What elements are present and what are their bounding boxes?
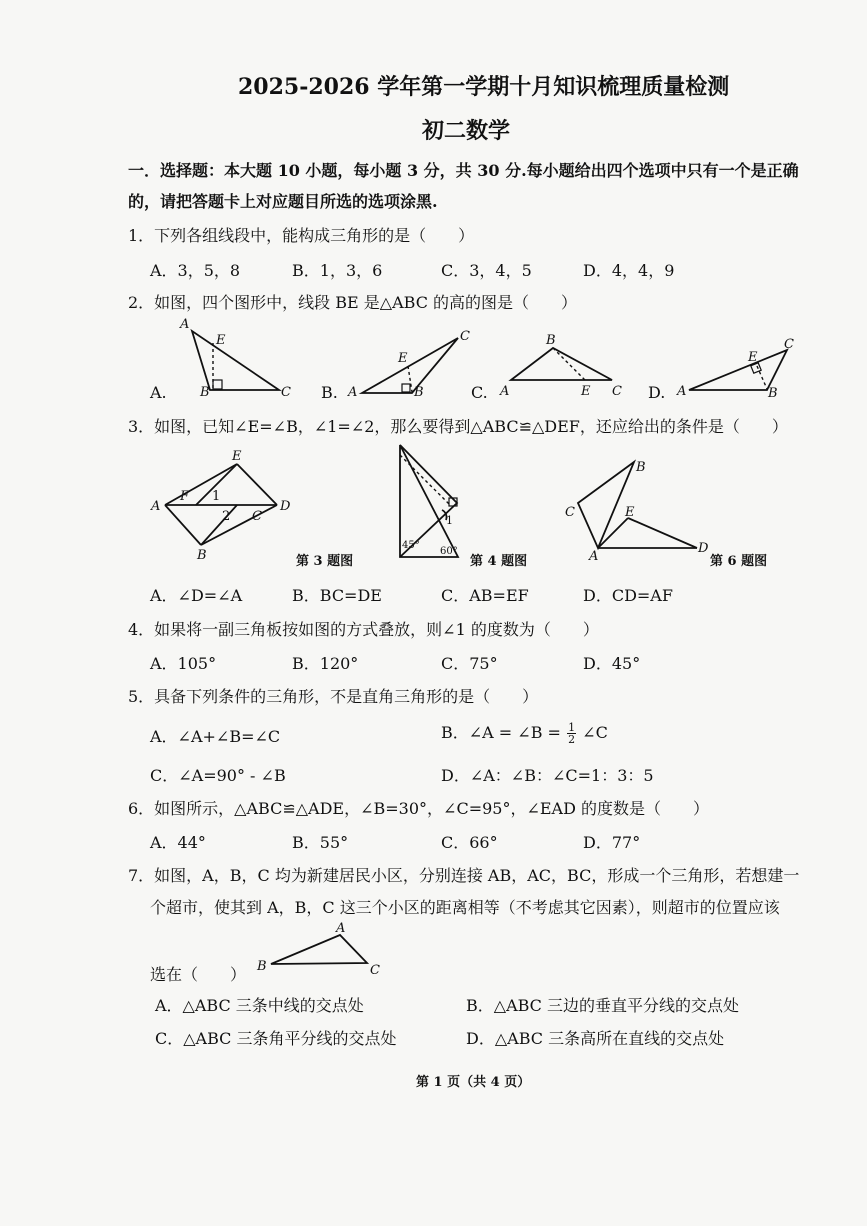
q6-option-c[interactable]: C．66° <box>441 833 498 852</box>
figure-3-caption: 第 3 题图 <box>296 554 354 569</box>
q5-option-d[interactable]: D．∠A：∠B：∠C=1：3：5 <box>441 766 654 785</box>
q2-option-a[interactable]: A. <box>150 383 167 402</box>
fig6-label-e: E <box>625 505 635 520</box>
fig3-label-e: E <box>232 449 242 464</box>
q4-option-a[interactable]: A．105° <box>150 654 217 673</box>
q2b-label-c: C <box>460 329 470 344</box>
q6-option-d[interactable]: D．77° <box>583 833 641 852</box>
page-footer: 第 1 页（共 4 页） <box>416 1075 531 1090</box>
fig3-label-f: F <box>180 489 190 504</box>
q2c-label-c: C <box>612 384 622 399</box>
fig6-label-d: D <box>698 541 709 556</box>
q5-option-b-suffix: ∠C <box>582 723 608 742</box>
q5-option-a[interactable]: A．∠A+∠B=∠C <box>150 727 281 746</box>
q7-label-b: B <box>257 959 267 974</box>
q3-option-a[interactable]: A．∠D=∠A <box>150 586 243 605</box>
q3-stem: 3．如图，已知∠E=∠B，∠1=∠2，那么要得到△ABC≌△DEF，还应给出的条件是（ ） <box>128 417 788 436</box>
fig4-label-60: 60° <box>440 546 458 557</box>
q2-option-c[interactable]: C. <box>471 383 488 402</box>
q6-option-a[interactable]: A．44° <box>150 833 206 852</box>
q2c-label-e: E <box>581 384 591 399</box>
q7-option-d[interactable]: D．△ABC 三条高所在直线的交点处 <box>466 1029 725 1048</box>
fig3-label-2: 2 <box>222 509 231 524</box>
q2b-label-b: B <box>414 385 424 400</box>
q5-stem: 5．具备下列条件的三角形，不是直角三角形的是（ ） <box>128 687 539 706</box>
q3-option-c[interactable]: C．AB=EF <box>441 586 529 605</box>
fig3-label-c: C <box>252 509 262 524</box>
q4-stem: 4．如果将一副三角板按如图的方式叠放，则∠1 的度数为（ ） <box>128 620 599 639</box>
q1-option-c[interactable]: C．3，4，5 <box>441 261 532 280</box>
fraction-numerator: 1 <box>568 721 576 734</box>
fig3-label-b: B <box>197 548 207 563</box>
q6-option-b[interactable]: B．55° <box>292 833 349 852</box>
q3-option-d[interactable]: D．CD=AF <box>583 586 673 605</box>
q1-option-d[interactable]: D．4，4，9 <box>583 261 675 280</box>
fig4-label-45: 45° <box>402 540 420 551</box>
exam-title: 2025-2026 学年第一学期十月知识梳理质量检测 <box>238 74 730 100</box>
fig4-label-1: 1 <box>446 514 453 527</box>
fig6-label-a: A <box>589 549 599 564</box>
fig3-label-1: 1 <box>212 489 221 504</box>
q1-option-a[interactable]: A．3，5，8 <box>150 261 241 280</box>
q2d-label-b: B <box>768 386 778 401</box>
fig6-label-c: C <box>565 505 575 520</box>
q2c-label-b: B <box>546 333 556 348</box>
q6-stem: 6．如图所示，△ABC≌△ADE，∠B=30°，∠C=95°，∠EAD 的度数是（ ） <box>128 799 710 818</box>
q5-option-b-prefix: B．∠A = ∠B = <box>441 723 561 742</box>
section1-line1: 一．选择题：本大题 10 小题，每小题 3 分，共 30 分.每小题给出四个选项中只有一个是正确 <box>128 161 799 180</box>
q2a-label-b: B <box>200 385 210 400</box>
figure-6-caption: 第 6 题图 <box>710 554 768 569</box>
q2c-label-a: A <box>500 384 510 399</box>
fig6-label-b: B <box>636 460 646 475</box>
q7-line2: 个超市，使其到 A，B，C 这三个小区的距离相等（不考虑其它因素），则超市的位置应该 <box>150 898 780 917</box>
q7-line1: 7．如图，A，B，C 均为新建居民小区，分别连接 AB，AC，BC，形成一个三角形，若想建一 <box>128 866 800 885</box>
q1-option-b[interactable]: B．1，3，6 <box>292 261 383 280</box>
q2a-label-e: E <box>216 333 226 348</box>
section1-line2: 的，请把答题卡上对应题目所选的选项涂黑. <box>128 192 438 211</box>
q2d-label-c: C <box>784 337 794 352</box>
q7-option-b[interactable]: B．△ABC 三边的垂直平分线的交点处 <box>466 996 740 1015</box>
q2-stem: 2．如图，四个图形中，线段 BE 是△ABC 的高的图是（ ） <box>128 293 578 312</box>
q7-line3: 选在（ ） <box>150 965 247 984</box>
fig3-label-a: A <box>151 499 161 514</box>
fig3-label-d: D <box>280 499 291 514</box>
q3-option-b[interactable]: B．BC=DE <box>292 586 382 605</box>
q2-option-b[interactable]: B. <box>321 383 338 402</box>
q1-stem: 1．下列各组线段中，能构成三角形的是（ ） <box>128 226 475 245</box>
q7-label-a: A <box>336 921 346 936</box>
subject-title: 初二数学 <box>422 118 511 144</box>
q4-option-d[interactable]: D．45° <box>583 654 641 673</box>
q4-option-c[interactable]: C．75° <box>441 654 498 673</box>
q2d-label-e: E <box>748 350 758 365</box>
q2a-label-c: C <box>281 385 291 400</box>
figure-4-caption: 第 4 题图 <box>470 554 528 569</box>
q2d-label-a: A <box>677 384 687 399</box>
q7-option-c[interactable]: C．△ABC 三条角平分线的交点处 <box>155 1029 397 1048</box>
q2b-label-a: A <box>348 385 358 400</box>
q2a-label-a: A <box>180 317 190 332</box>
q2-option-d[interactable]: D. <box>648 383 666 402</box>
fraction-denominator: 2 <box>568 733 576 746</box>
q7-label-c: C <box>370 963 380 978</box>
q7-option-a[interactable]: A．△ABC 三条中线的交点处 <box>155 996 364 1015</box>
q2b-label-e: E <box>398 351 408 366</box>
q5-option-c[interactable]: C．∠A=90° - ∠B <box>150 766 286 785</box>
q4-option-b[interactable]: B．120° <box>292 654 359 673</box>
